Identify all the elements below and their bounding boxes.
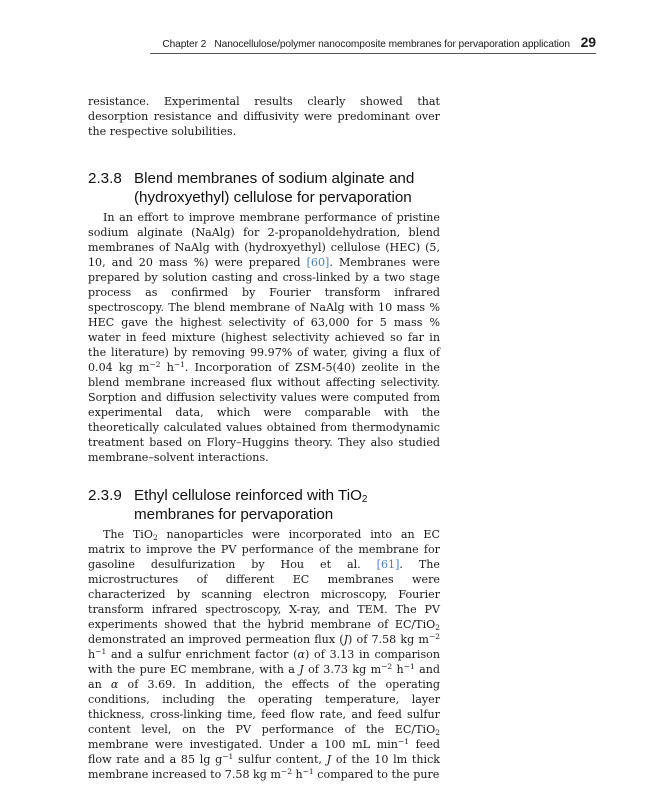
intro-block: [88, 94, 440, 139]
section-2-3-8: [88, 169, 440, 465]
section-2-3-9: [88, 486, 440, 782]
citation-link[interactable]: [61]: [376, 558, 400, 571]
citation-link[interactable]: [60]: [306, 256, 330, 269]
section-heading: [88, 486, 440, 524]
section-title: Blend membranes of sodium alginate and (hydroxyethyl) cellulose for pervaporation: [134, 170, 415, 206]
section-number: 2.3.8: [88, 170, 122, 187]
running-header: [88, 34, 596, 50]
chapter-title: Nanocellulose/polymer nanocomposite membranes for pervaporation application: [214, 39, 570, 50]
section-title: Ethyl cellulose reinforced with TiO$_2$ membranes for pervaporation: [134, 487, 368, 523]
chapter-label: Chapter 2: [162, 39, 207, 50]
page-number: 29: [580, 34, 596, 50]
section-number: 2.3.9: [88, 487, 122, 504]
header-rule: [150, 53, 596, 54]
section-heading: [88, 169, 440, 207]
section-paragraph: In an effort to improve membrane performance of pristine sodium alginate (NaAlg) for 2-propanoldehydration, blend membranes of NaAlg with (hydroxyethyl) cellulose (HEC) (5, 10, and 20 mass %) were prepared [60]. Membranes were prepared by solution casting and cross-linked by a two stage process as confirmed by Fourier transform infrared spectroscopy. The blend membrane of NaAlg with 10 mass % HEC gave the highest selectivity of 63,000 for 5 mass % water in feed mixture (highest selectivity achieved so far in the literature) by removing 99.97% of water, giving a flux of 0.04 kg $m^{-2}$ $h^{-1}$. Incorporation of ZSM-5(40) zeolite in the blend membrane increased flux without affecting selectivity. Sorption and diffusion selectivity values were computed from experimental data, which were comparable with the theoretically calculated values obtained from thermodynamic treatment based on Flory–Huggins theory. They also studied membrane–solvent interactions.: [88, 211, 441, 464]
intro-paragraph: resistance. Experimental results clearly showed that desorption resistance and diffusivity were predominant over the respective solubilities.: [88, 95, 440, 138]
section-paragraph: The TiO$_2$ nanoparticles were incorporated into an EC matrix to improve the PV performance of the membrane for gasoline desulfurization by Hou et al. [61]. The microstructures of different EC membranes were characterized by scanning electron microscopy, Fourier transform infrared spectroscopy, X-ray, and TEM. The PV experiments showed that the hybrid membrane of EC/TiO$_2$ demonstrated an improved permeation flux (J) of 7.58 kg $m^{-2}$ $h^{-1}$ and a sulfur enrichment factor (α) of 3.13 in comparison with the pure EC membrane, with a J of 3.73 kg $m^{-2}$ $h^{-1}$ and an α of 3.69. In addition, the effects of the operating conditions, including the operating temperature, layer thickness, cross-linking time, feed flow rate, and feed sulfur content level, on the PV performance of the EC/TiO$_2$ membrane were investigated. Under a 100 mL $\min^{-1}$ feed flow rate and a 85 $\lg g^{-1}$ sulfur content, J of the 10 lm thick membrane increased to 7.58 kg $m^{-2}$ $h^{-1}$ compared to the pure: [88, 528, 441, 781]
